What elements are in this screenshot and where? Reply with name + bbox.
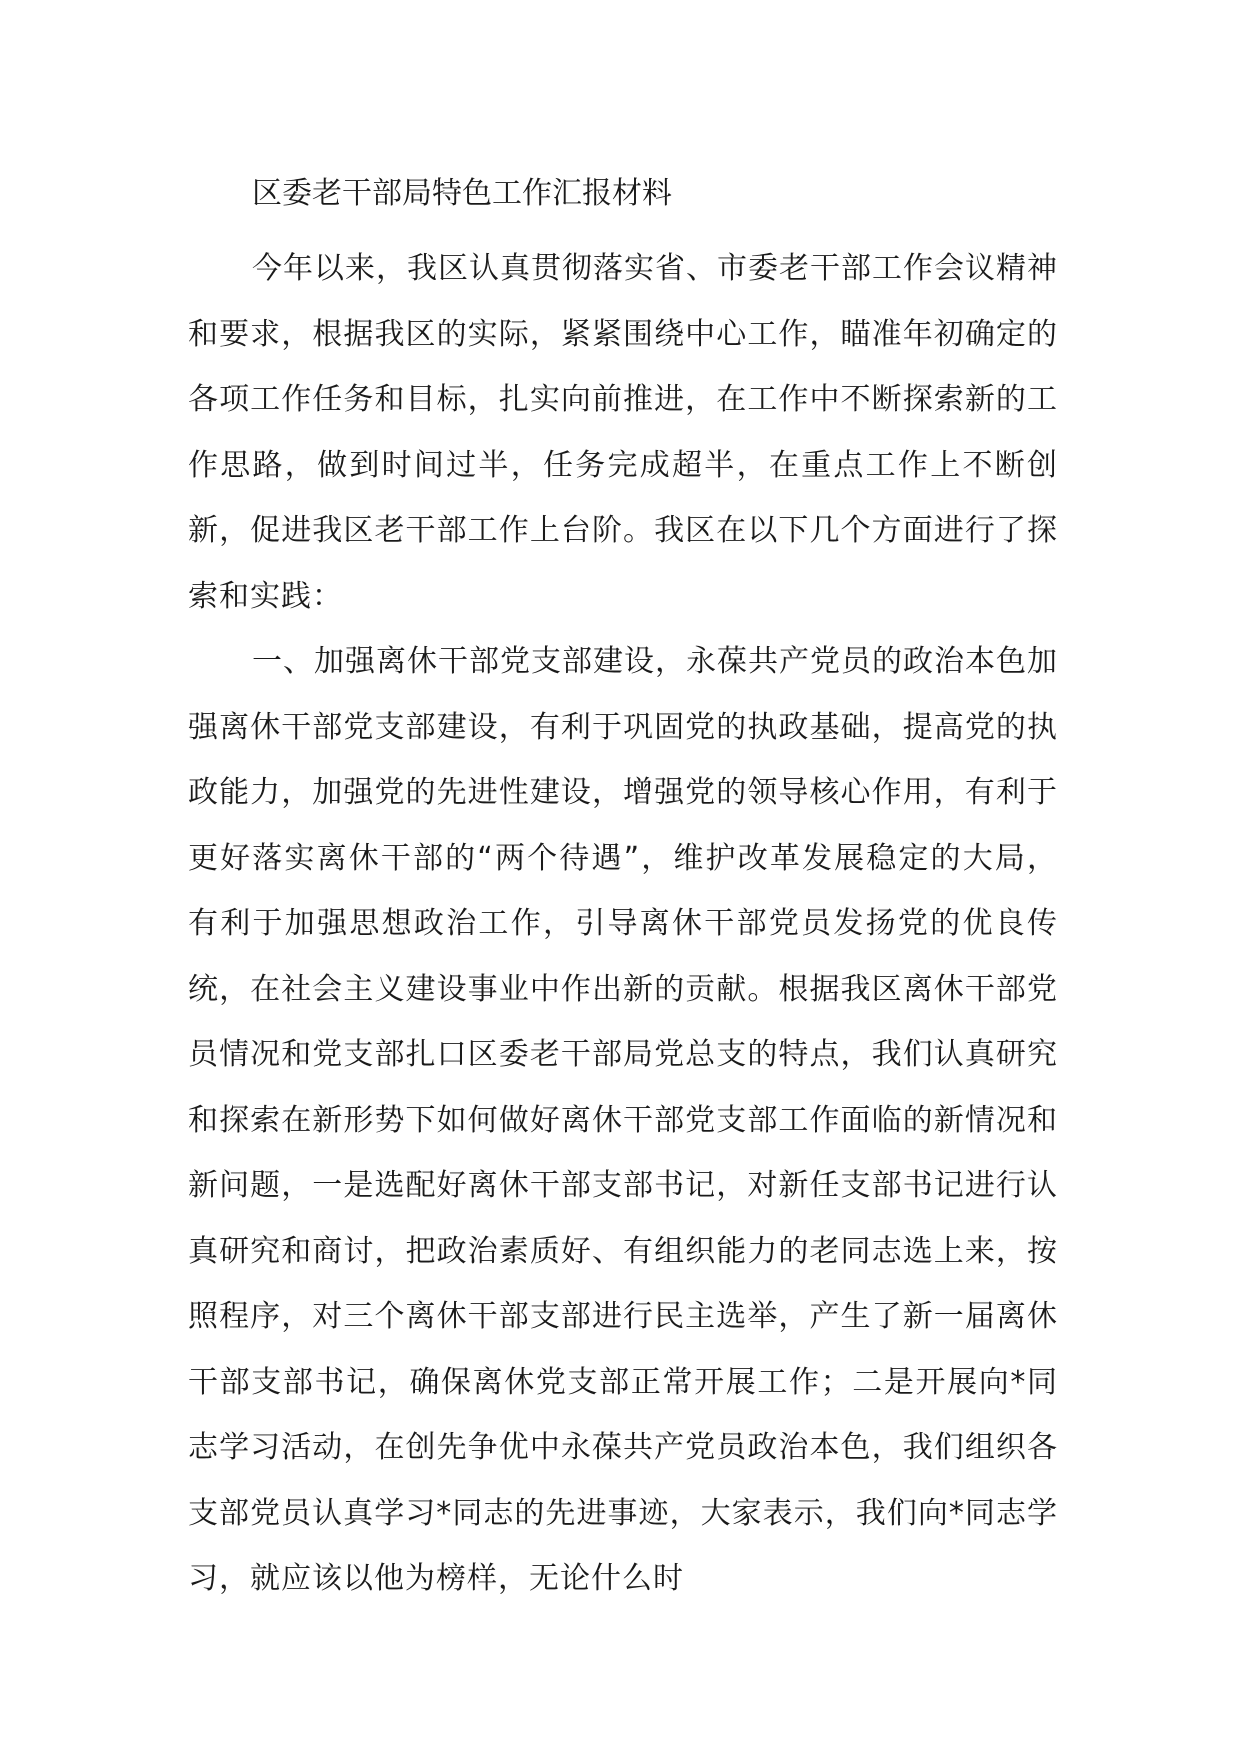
document-title: 区委老干部局特色工作汇报材料: [252, 176, 672, 211]
document-body: [188, 236, 1058, 1612]
paragraph-section-one: 一、加强离休干部党支部建设，永葆共产党员的政治本色加强离休干部党支部建设，有利于巩固党的执政基础，提高党的执政能力，加强党的先进性建设，增强党的领导核心作用，有利于更好落实离休干部的“两个待遇”，维护改革发展稳定的大局，有利于加强思想政治工作，引导离休干部党员发扬党的优良传统，在社会主义建设事业中作出新的贡献。根据我区离休干部党员情况和党支部扎口区委老干部局党总支的特点，我们认真研究和探索在新形势下如何做好离休干部党支部工作面临的新情况和新问题，一是选配好离休干部支部书记，对新任支部书记进行认真研究和商讨，把政治素质好、有组织能力的老同志选上来，按照程序，对三个离休干部支部进行民主选举，产生了新一届离休干部支部书记，确保离休党支部正常开展工作；二是开展向*同志学习活动，在创先争优中永葆共产党员政治本色，我们组织各支部党员认真学习*同志的先进事迹，大家表示，我们向*同志学习，就应该以他为榜样，无论什么时: [188, 644, 1058, 1596]
paragraph-intro: 今年以来，我区认真贯彻落实省、市委老干部工作会议精神和要求，根据我区的实际，紧紧围绕中心工作，瞄准年初确定的各项工作任务和目标，扎实向前推进，在工作中不断探索新的工作思路，做到时间过半，任务完成超半，在重点工作上不断创新，促进我区老干部工作上台阶。我区在以下几个方面进行了探索和实践：: [188, 251, 1058, 614]
